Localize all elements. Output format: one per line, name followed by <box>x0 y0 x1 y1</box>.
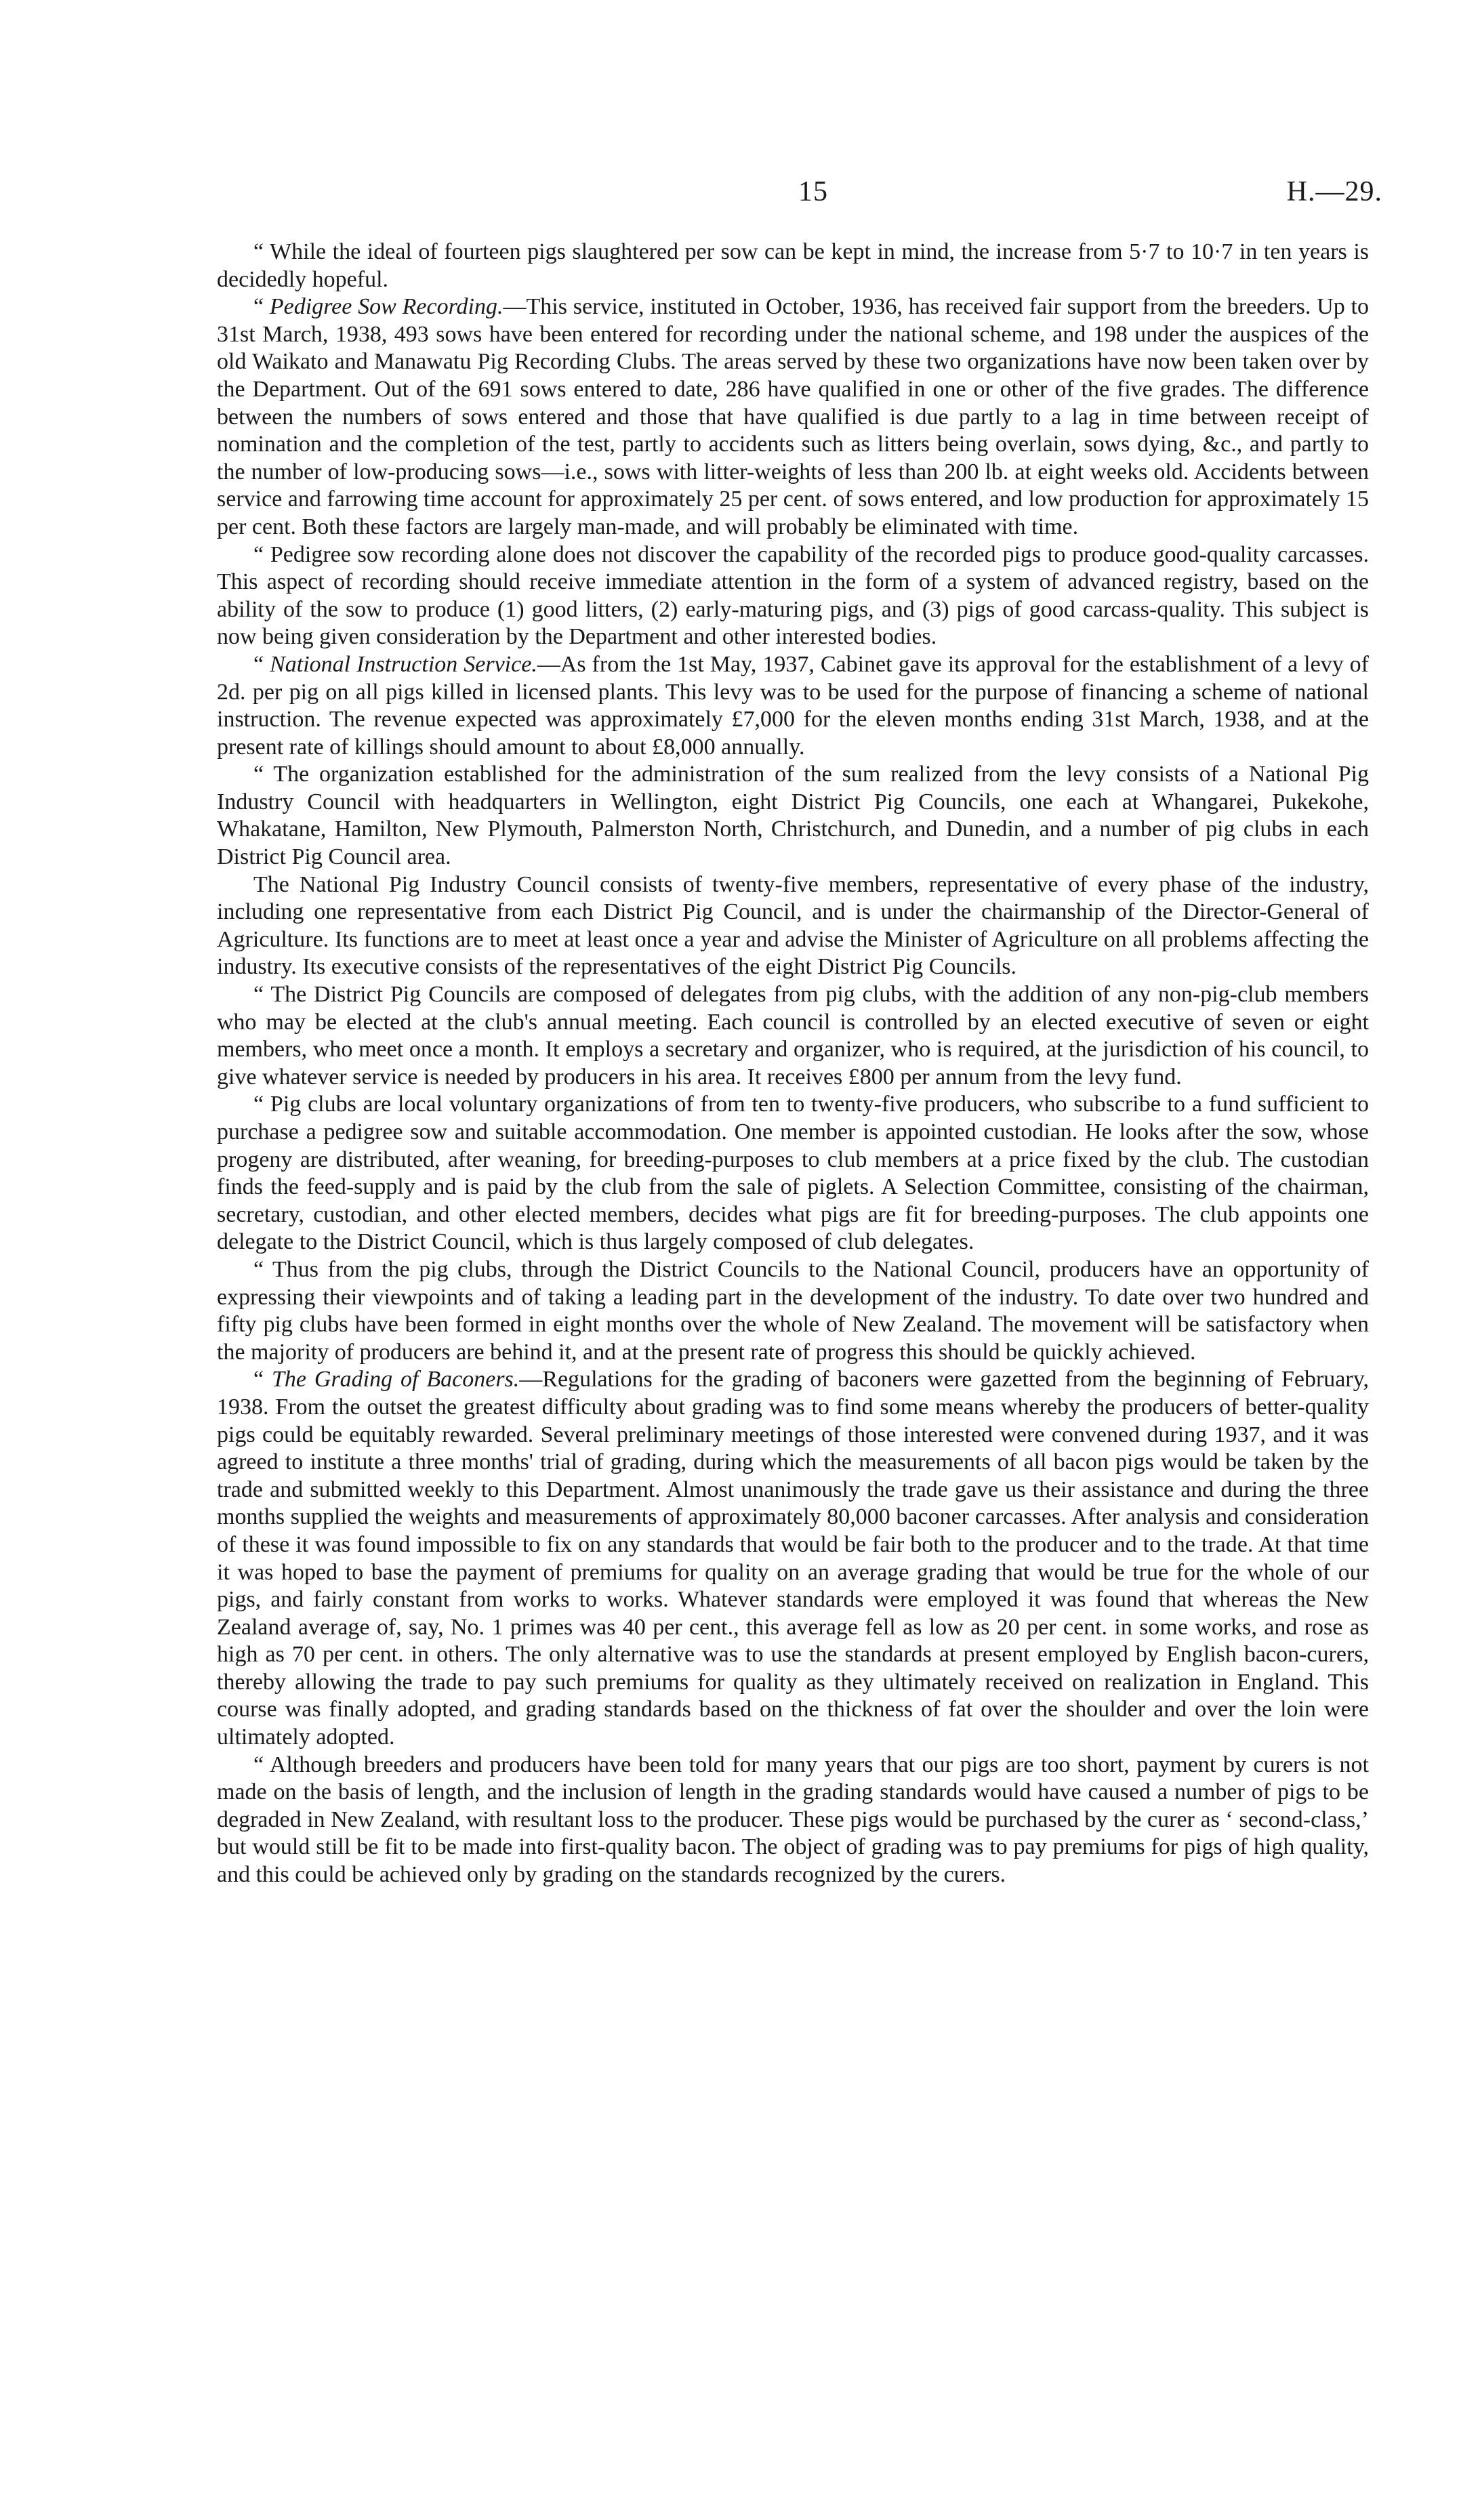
paragraph-text: “ Thus from the pig clubs, through the District Councils to the National Council, producers have an opportunity of expressing their viewpoints and of taking a leading part in the development of the industry. To date over two hundred and fifty pig clubs have been formed in eight months over the whole of New Zealand. The movement will be satisfactory when the majority of producers are behind it, and at the present rate of progress this should be quickly achieved. <box>217 1256 1369 1365</box>
paragraph-lead: “ <box>253 294 270 320</box>
paragraph <box>217 1256 1369 1366</box>
paragraph <box>217 651 1369 761</box>
paragraph-text: —Regulations for the grading of baconers were gazetted from the beginning of February, 1938. From the outset the greatest difficulty about grading was to find some means whereby the producers of better-quality pigs could be equitably rewarded. Several preliminary meetings of those interested were convened during 1937, and it was agreed to institute a three months' trial of grading, during which the measurements of all bacon pigs would be taken by the trade and submitted weekly to this Department. Almost unanimously the trade gave us their assistance and during the three months supplied the weights and measurements of approximately 80,000 baconer carcasses. After analysis and consideration of these it was found impossible to fix on any standards that would be fair both to the producer and to the trade. At that time it was hoped to base the payment of premiums for quality on an average grading that would be true for the whole of our pigs, and fairly constant from works to works. Whatever standards were employed it was found that whereas the New Zealand average of, say, No. 1 primes was 40 per cent., this average fell as low as 20 per cent. in some works, and rose as high as 70 per cent. in others. The only alternative was to use the standards at present employed by English bacon-curers, thereby allowing the trade to pay such premiums for quality as they ultimately received on realization in England. This course was finally adopted, and grading standards based on the thickness of fat over the shoulder and over the loin were ultimately adopted. <box>217 1367 1369 1750</box>
paragraph <box>217 541 1369 651</box>
page-number: 15 <box>798 176 828 207</box>
paragraph-lead: “ <box>253 651 270 677</box>
paragraph-lead: “ <box>253 1367 272 1392</box>
paragraph <box>217 1091 1369 1256</box>
paragraph-text: “ While the ideal of fourteen pigs slaughtered per sow can be kept in mind, the increase from 5·7 to 10·7 in ten years is decidedly hopeful. <box>217 239 1369 292</box>
paragraph-text: —This service, instituted in October, 1936, has received fair support from the breeders. Up to 31st March, 1938, 493 sows have been entered for recording under the national scheme, and 198 under the auspices of the old Waikato and Manawatu Pig Recording Clubs. The areas served by these two organizations have now been taken over by the Department. Out of the 691 sows entered to date, 286 have qualified in one or other of the five grades. The difference between the numbers of sows entered and those that have qualified is due partly to a lag in time between receipt of nomination and the completion of the test, partly to accidents such as litters being overlain, sows dying, &c., and partly to the number of low-producing sows—i.e., sows with litter-weights of less than 200 lb. at eight weeks old. Accidents between service and farrowing time account for approximately 25 per cent. of sows entered, and low production for approximately 15 per cent. Both these factors are largely man-made, and will probably be eliminated with time. <box>217 294 1369 539</box>
body-text <box>217 239 1369 1889</box>
paragraph <box>217 871 1369 981</box>
paragraph-text: “ The District Pig Councils are composed of delegates from pig clubs, with the addition of any non-pig-club members who may be elected at the club's annual meeting. Each council is controlled by an elected executive of seven or eight members, who meet once a month. It employs a secretary and organizer, who is required, at the jurisdiction of his council, to give whatever service is needed by producers in his area. It receives £800 per annum from the levy fund. <box>217 982 1369 1090</box>
page-header <box>237 175 1382 215</box>
paragraph-text: —As from the 1st May, 1937, Cabinet gave its approval for the establishment of a levy of 2d. per pig on all pigs killed in licensed plants. This levy was to be used for the purpose of financing a scheme of national instruction. The revenue expected was approximately £7,000 for the eleven months ending 31st March, 1938, and at the present rate of killings should amount to about £8,000 annually. <box>217 651 1369 760</box>
section-heading: Pedigree Sow Recording. <box>269 294 503 320</box>
paragraph-text: “ Pedigree sow recording alone does not discover the capability of the recorded pigs to produce good-quality carcasses. This aspect of recording should receive immediate attention in the form of a system of advanced registry, based on the ability of the sow to produce (1) good litters, (2) early-maturing pigs, and (3) pigs of good carcass-quality. This subject is now being given consideration by the Department and other interested bodies. <box>217 541 1369 650</box>
paragraph <box>217 293 1369 541</box>
section-heading: National Instruction Service. <box>270 651 537 677</box>
paragraph <box>217 239 1369 293</box>
paragraph-text: “ Although breeders and producers have been told for many years that our pigs are too short, payment by curers is not made on the basis of length, and the inclusion of length in the grading standards would have caused a number of pigs to be degraded in New Zealand, with resultant loss to the producer. These pigs would be purchased by the curer as ‘ second-class,’ but would still be fit to be made into first-quality bacon. The object of grading was to pay premiums for pigs of high quality, and this could be achieved only by grading on the standards recognized by the curers. <box>217 1752 1369 1888</box>
paragraph-text: The National Pig Industry Council consists of twenty-five members, representative of every phase of the industry, including one representative from each District Pig Council, and is under the chairmanship of the Director-General of Agriculture. Its functions are to meet at least once a year and advise the Minister of Agriculture on all problems affecting the industry. Its executive consists of the representatives of the eight District Pig Councils. <box>217 871 1369 980</box>
paragraph-text: “ Pig clubs are local voluntary organizations of from ten to twenty-five producers, who subscribe to a fund sufficient to purchase a pedigree sow and suitable accommodation. One member is appointed custodian. He looks after the sow, whose progeny are distributed, after weaning, for breeding-purposes to club members at a price fixed by the club. The custodian finds the feed-supply and is paid by the club from the sale of piglets. A Selection Committee, consisting of the chairman, secretary, custodian, and other elected members, decides what pigs are fit for breeding-purposes. The club appoints one delegate to the District Council, which is thus largely composed of club delegates. <box>217 1092 1369 1255</box>
paragraph <box>217 761 1369 871</box>
paragraph <box>217 1752 1369 1889</box>
document-reference: H.—29. <box>1286 176 1382 207</box>
paragraph <box>217 981 1369 1091</box>
section-heading: The Grading of Baconers. <box>272 1367 520 1392</box>
paragraph <box>217 1366 1369 1751</box>
paragraph-text: “ The organization established for the administration of the sum realized from the levy consists of a National Pig Industry Council with headquarters in Wellington, eight District Pig Councils, one each at Whangarei, Pukekohe, Whakatane, Hamilton, New Plymouth, Palmerston North, Christchurch, and Dunedin, and a number of pig clubs in each District Pig Council area. <box>217 762 1369 870</box>
